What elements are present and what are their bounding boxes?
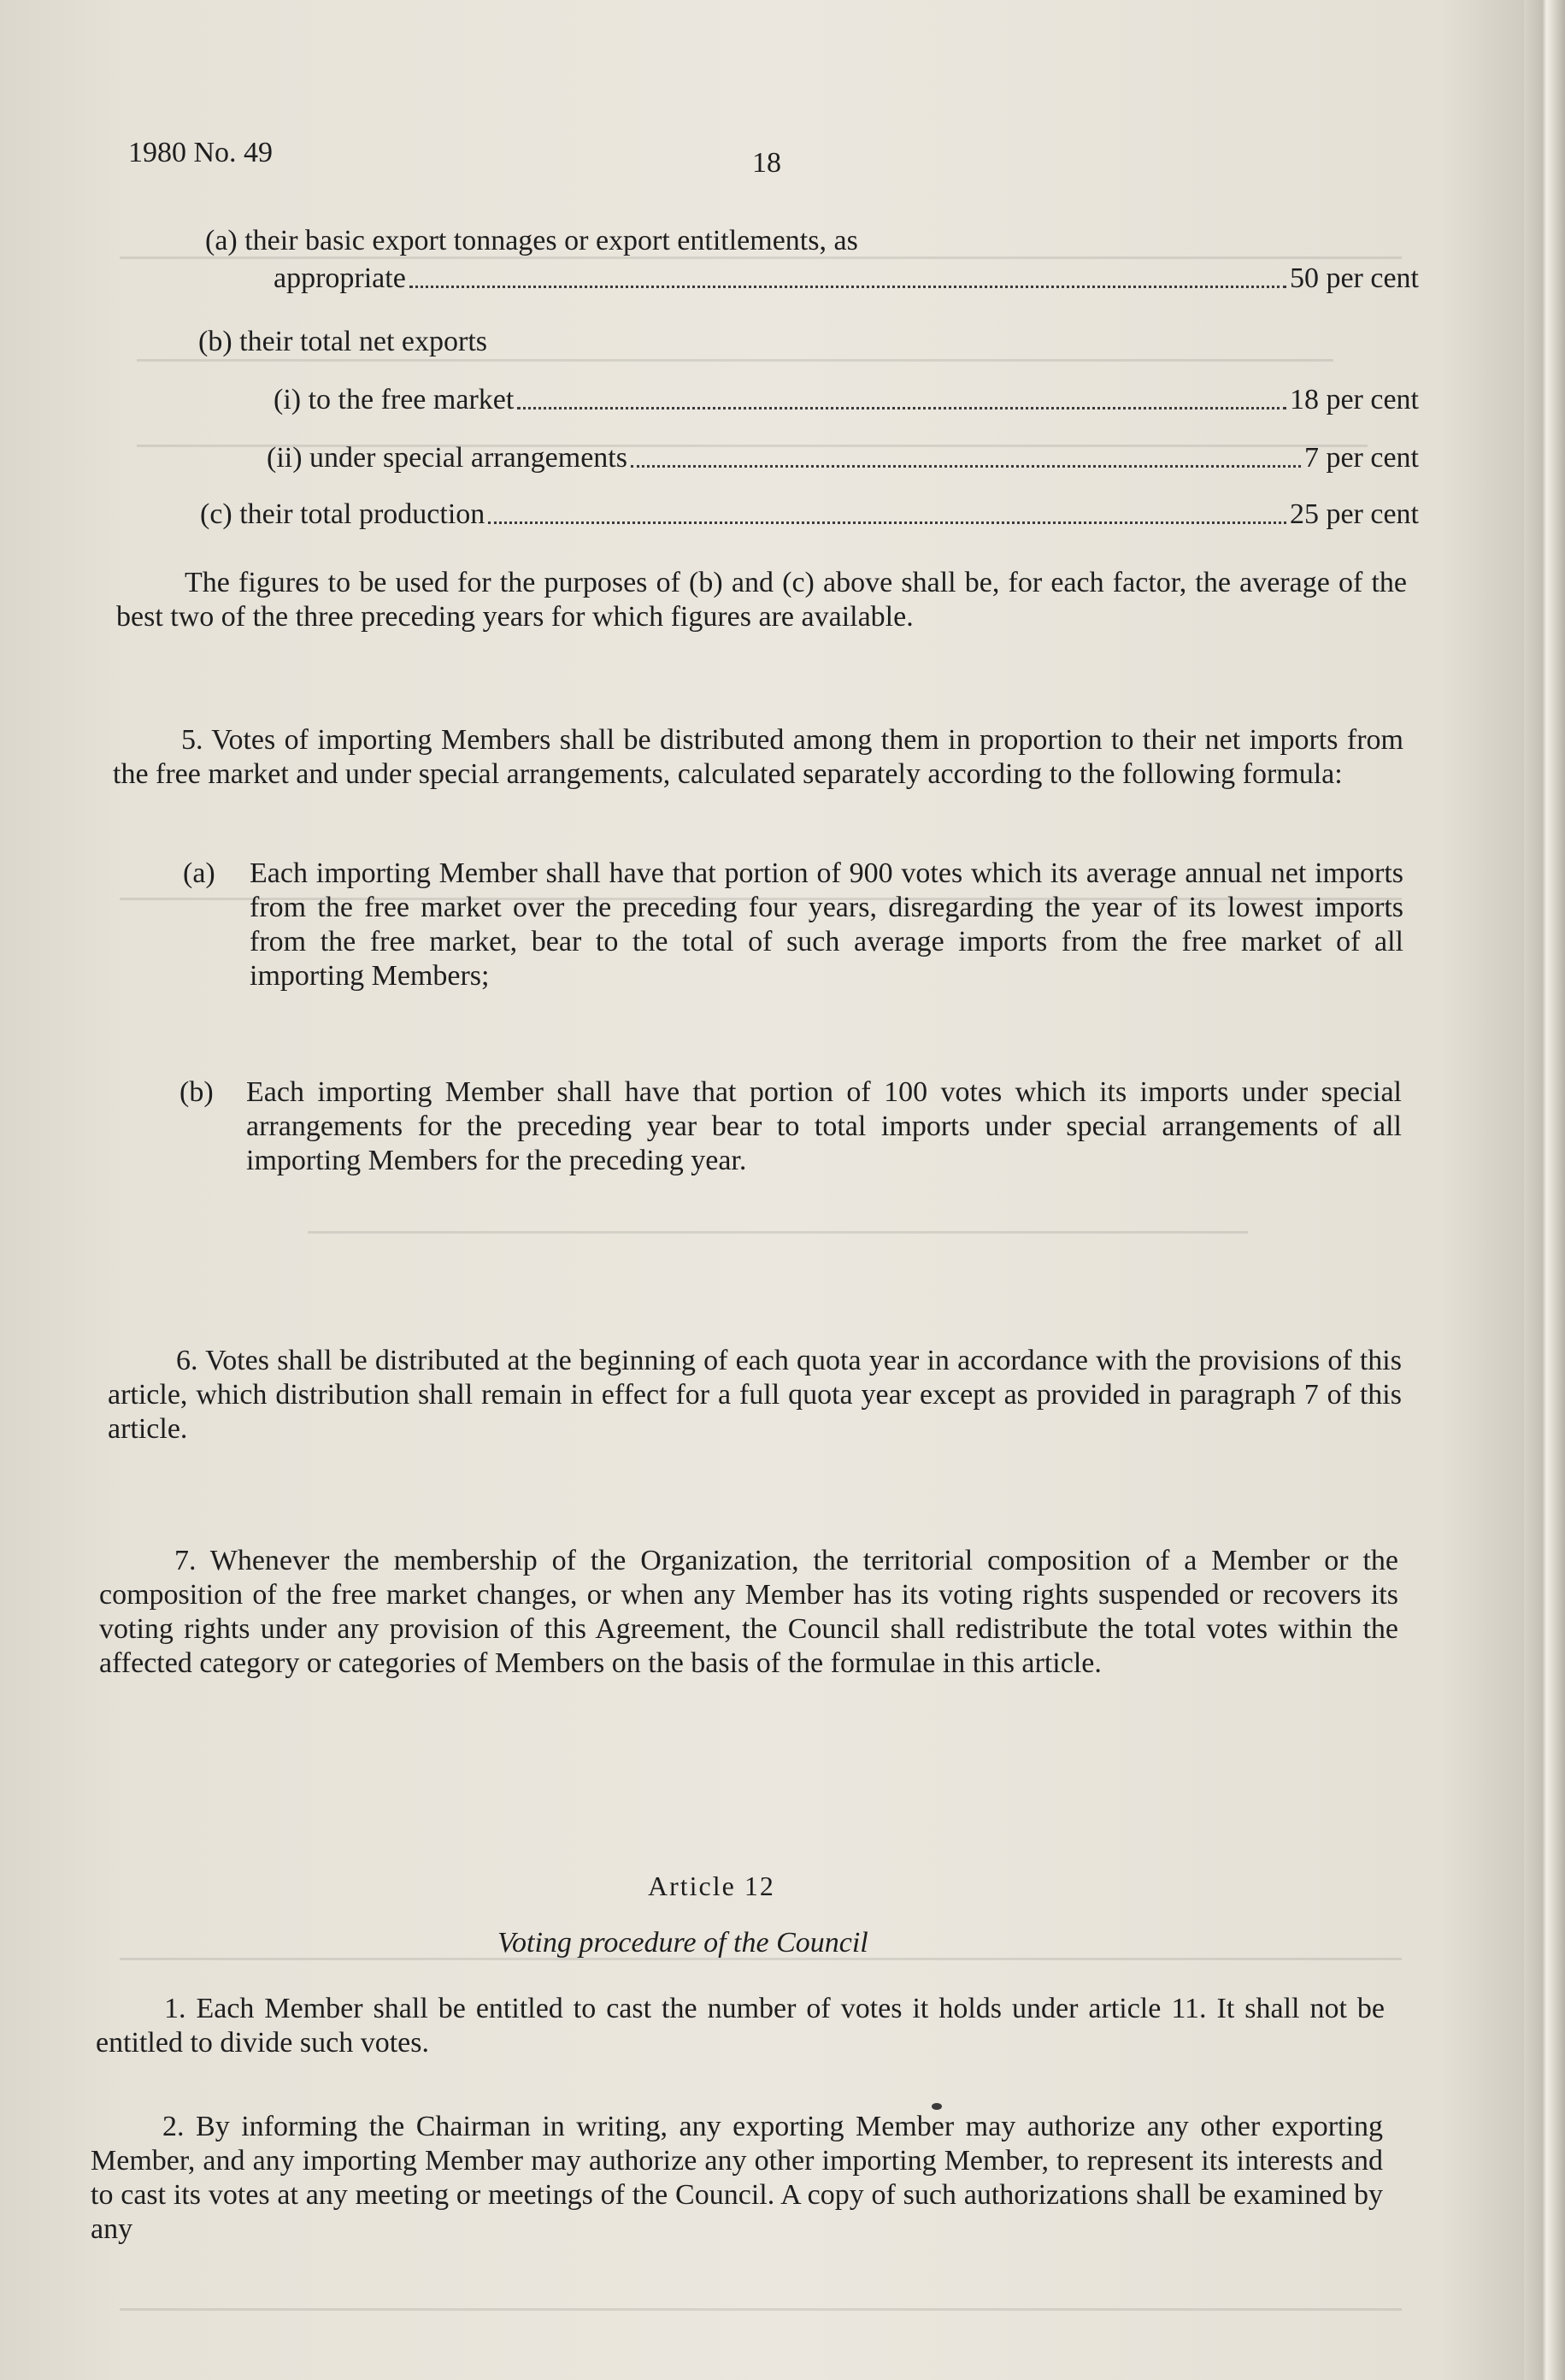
book-spine xyxy=(1524,0,1565,2380)
paragraph-6: 6. Votes shall be distributed at the beginning of each quota year in accordance with the provisions of this article, which distribution shall remain in effect for a full quota year except as provided in paragraph 7 of this article. xyxy=(108,1345,1402,1445)
paragraph-5-a-text: Each importing Member shall have that portion of 900 votes which its average annual net imports from the free market over the preceding four years, disregarding the year of its lowest imports from the free market, bear to the total of such average imports from the free market of all importing Members; xyxy=(250,857,1403,992)
article-paragraph-2: 2. By informing the Chairman in writing, any exporting Member may authorize any other exporting Member, and any importing Member may authorize any other importing Member, to represent its interests and to cast its votes at any meeting or meetings of the Council. A copy of such authorizations shall be examined by any xyxy=(91,2111,1383,2245)
figures-paragraph: The figures to be used for the purposes of (b) and (c) above shall be, for each factor, the average of the best two of the three preceding years for which figures are available. xyxy=(116,567,1407,633)
article-subtitle: Voting procedure of the Council xyxy=(497,1927,868,1959)
paragraph-5-b-label: (b) xyxy=(179,1076,214,1108)
clause-b-sub-i-label: (i) to the free market xyxy=(274,384,515,415)
clause-b-sub-ii xyxy=(267,441,1419,475)
clause-a-label: appropriate xyxy=(274,262,406,294)
leader-dots xyxy=(488,521,1286,524)
leader-dots xyxy=(409,286,1286,288)
leader-dots xyxy=(631,465,1301,468)
clause-b-label: (b) their total net exports xyxy=(198,326,488,357)
paragraph-5-intro: 5. Votes of importing Members shall be distributed among them in proportion to their net imports from the free market and under special arrangements, calculated separately according to the following formula: xyxy=(113,724,1403,790)
paragraph-5-a-label: (a) xyxy=(183,857,215,889)
page-number: 18 xyxy=(752,147,781,179)
paragraph-7: 7. Whenever the membership of the Organization, the territorial composition of a Member or the composition of the free market changes, or when any Member has its voting rights suspended or recovers its voting rights under any provision of this Agreement, the Council shall redistribute the total votes within the affected category or categories of Members on the basis of the formulae in this article. xyxy=(99,1545,1398,1679)
clause-b-sub-i-value: 18 per cent xyxy=(1289,384,1419,415)
article-paragraph-1: 1. Each Member shall be entitled to cast the number of votes it holds under article 11. It shall not be entitled to divide such votes. xyxy=(96,1993,1385,2059)
clause-a-value: 50 per cent xyxy=(1289,262,1419,294)
clause-b-sub-ii-value: 7 per cent xyxy=(1303,442,1419,474)
clause-c-label: (c) their total production xyxy=(200,498,485,530)
leader-dots xyxy=(517,407,1286,409)
clause-a-line1: (a) their basic export tonnages or export entitlements, as xyxy=(205,225,858,256)
clause-b-sub-ii-label: (ii) under special arrangements xyxy=(267,442,627,474)
document-header: 1980 No. 49 xyxy=(128,137,274,168)
article-title: Article 12 xyxy=(648,1870,775,1901)
clause-c xyxy=(200,498,1419,532)
clause-b-sub-i xyxy=(274,383,1419,417)
clause-c-value: 25 per cent xyxy=(1289,498,1419,530)
clause-a-line2 xyxy=(274,262,1419,296)
paragraph-5-b-text: Each importing Member shall have that portion of 100 votes which its imports under special arrangements for the preceding year bear to total imports under special arrangements of all importing Members for the preceding year. xyxy=(246,1076,1402,1176)
ink-spot xyxy=(932,2103,942,2110)
